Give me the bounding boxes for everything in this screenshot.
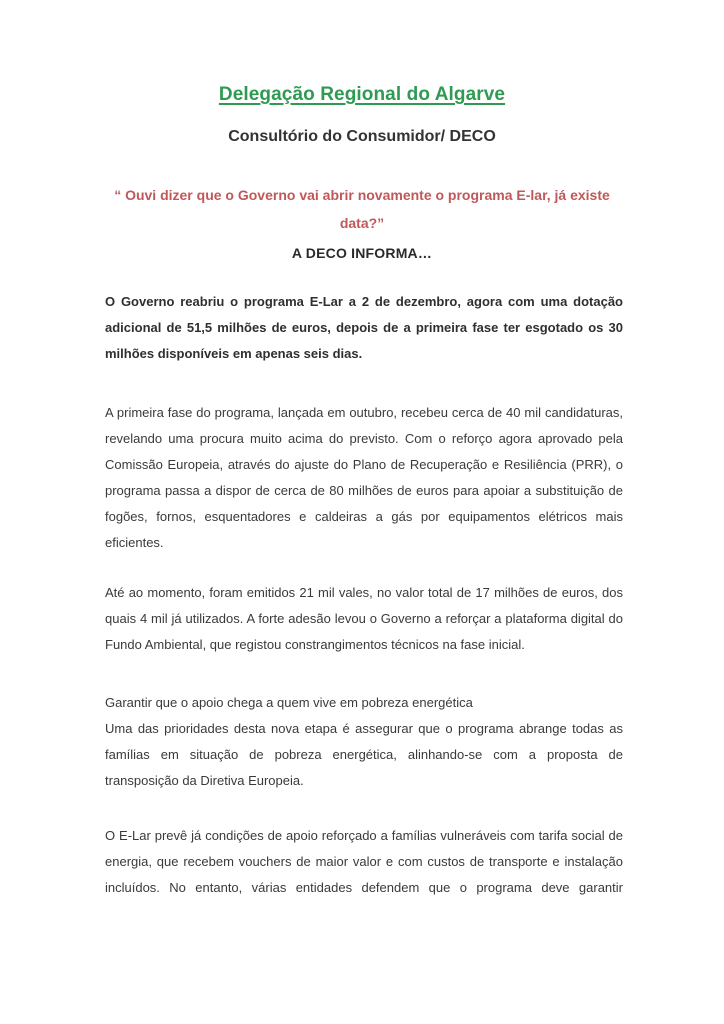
consumer-question: “ Ouvi dizer que o Governo vai abrir novamente o programa E-lar, já existe data?” (114, 187, 610, 231)
lead-paragraph: O Governo reabriu o programa E-Lar a 2 de dezembro, agora com uma dotação adicional de 51,5 milhões de euros, depois de a primeira fase ter esgotado os 30 milhões disponíveis em apenas seis dias. (105, 294, 623, 361)
body-paragraph: Uma das prioridades desta nova etapa é assegurar que o programa abrange todas as famílias em situação de pobreza energética, alinhando-se com a proposta de transposição da Diretiva Europeia. (105, 721, 623, 788)
body-paragraph-text: O E-Lar prevê já condições de apoio reforçado a famílias vulneráveis com tarifa social de energia, que recebem vouchers de maior valor e com custos de transporte e instalação incluídos. No entanto, várias entidades defendem que o programa deve garantir (105, 828, 623, 895)
body-paragraph: A primeira fase do programa, lançada em outubro, recebeu cerca de 40 mil candidaturas, revelando uma procura muito acima do previsto. Com o reforço agora aprovado pela Comissão Europeia, através do ajuste do Plano de Recuperação e Resiliência (PRR), o programa passa a dispor de cerca de 80 milhões de euros para apoiar a substituição de fogões, fornos, esquentadores e caldeiras a gás por equipamentos elétricos mais eficientes. (105, 405, 623, 550)
section-subheading: Garantir que o apoio chega a quem vive em pobreza energética (105, 695, 473, 710)
section-title: A DECO INFORMA… (291, 245, 433, 261)
organization-title: Delegação Regional do Algarve (218, 84, 506, 105)
body-paragraph (105, 823, 623, 901)
body-paragraph: Até ao momento, foram emitidos 21 mil vales, no valor total de 17 milhões de euros, dos quais 4 mil já utilizados. A forte adesão levou o Governo a reforçar a plataforma digital do Fundo Ambiental, que registou constrangimentos técnicos na fase inicial. (105, 585, 623, 652)
document-subtitle: Consultório do Consumidor/ DECO (228, 128, 496, 145)
